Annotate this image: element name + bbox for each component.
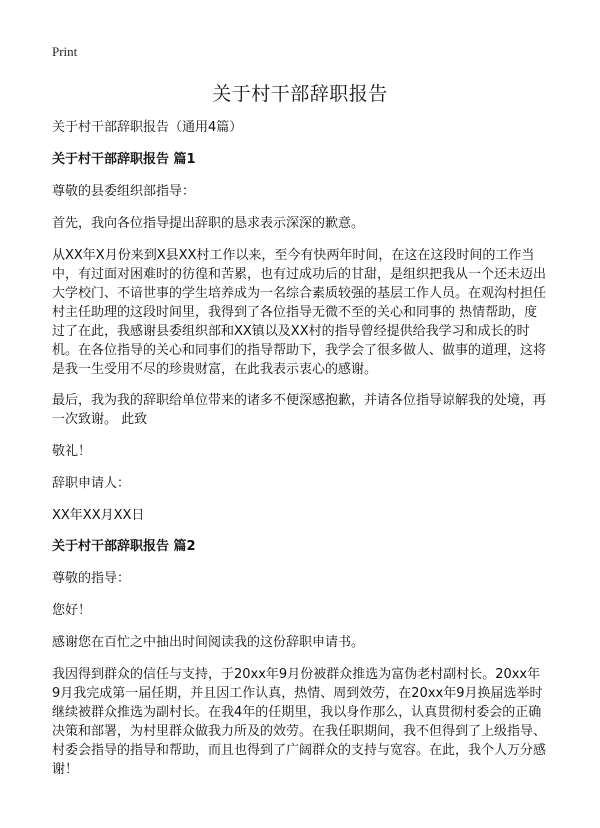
section-heading-2: 关于村干部辞职报告 篇2 (52, 539, 196, 554)
document-body (52, 118, 548, 779)
document-subtitle: 关于村干部辞职报告（通用4篇） (52, 120, 243, 135)
salutation-2: 尊敬的指导： (52, 571, 131, 586)
salutation-1: 尊敬的县委组织部指导： (52, 184, 196, 199)
date-line: XX年XX月XX日 (52, 508, 145, 523)
paragraph: 最后，我为我的辞职给单位带来的诸多不便深感抱歉，并请各位指导谅解我的处境，再一次致谢。 此致 (52, 393, 547, 427)
paragraph: 感谢您在百忙之中抽出时间阅读我的这份辞职申请书。 (52, 635, 365, 650)
paragraph: 从XX年X月份来到X县XX村工作以来，至今有快两年时间，在这在这段时间的工作当中，有过面对困难时的彷徨和苦累，也有过成功后的甘甜，是组织把我从一个还未迈出大学校门、不谙世事的学生培养成为一名综合素质较强的基层工作人员。在观沟村担任村主任助理的这段时间里，我得到了各位指导无微不至的关心和同事的 热情帮助，度过了在此，我感谢县委组织部和XX镇以及XX村的指导曾经提供给我学习和成长的时机。在各位指导的关心和同事们的指导帮助下，我学会了很多做人、做事的道理，这将是我一生受用不尽的珍贵财富，在此我表示衷心的感谢。 (52, 248, 547, 377)
signature-label: 辞职申请人： (52, 476, 131, 491)
print-link[interactable]: Print (52, 44, 78, 59)
document-title: 关于村干部辞职报告 (212, 83, 388, 105)
closing-regards: 敬礼！ (52, 444, 92, 459)
paragraph: 我因得到群众的信任与支持，于20xx年9月份被群众推选为富伪老村副村长。20xx年9月我完成第一届任期，并且因工作认真，热情、周到效劳，在20xx年9月换届选举时继续被群众推选为副村长。在我4年的任期里，我以身作那么，认真贯彻村委会的正确决策和部署，为村里群众做我力所及的效劳。在我任职期间，我不但得到了上级指导、村委会指导的指导和帮助，而且也得到了广阔群众的支持与宽容。在此，我个人万分感谢！ (52, 667, 547, 777)
section-heading-1: 关于村干部辞职报告 篇1 (52, 152, 196, 167)
greeting: 您好！ (52, 603, 92, 618)
paragraph: 首先，我向各位指导提出辞职的恳求表示深深的歉意。 (52, 216, 365, 231)
